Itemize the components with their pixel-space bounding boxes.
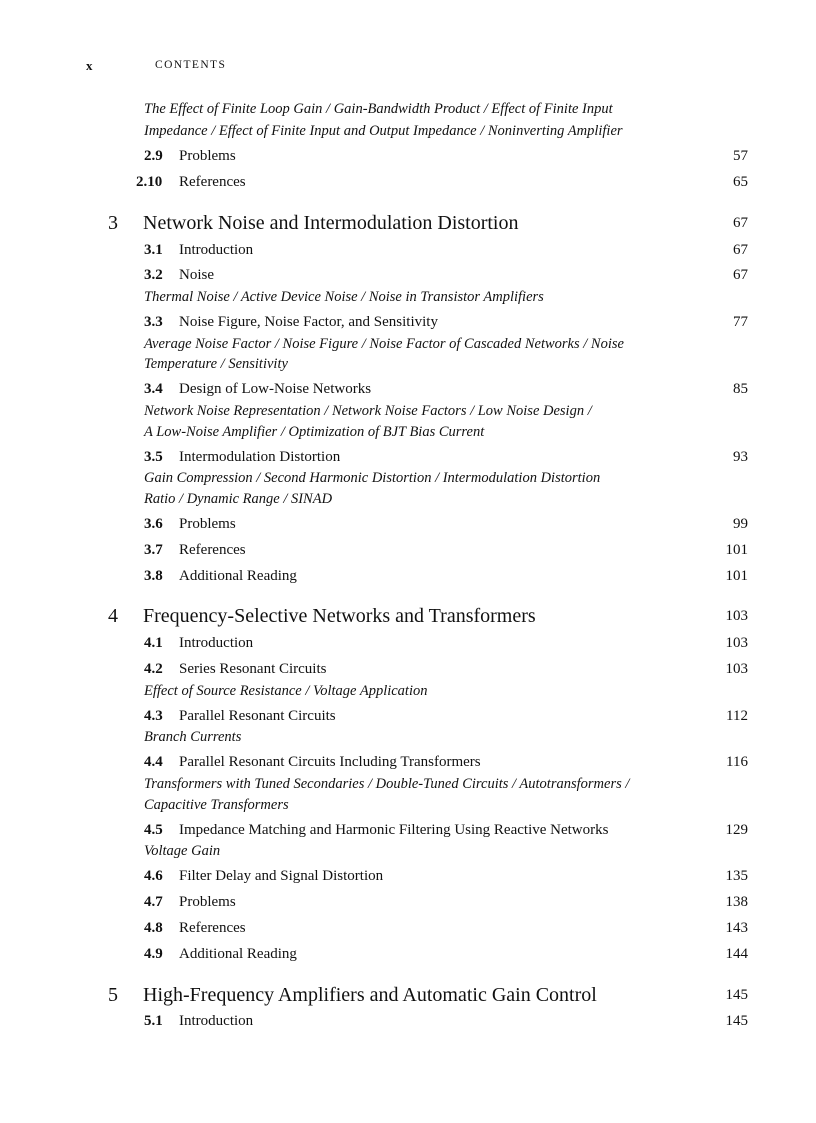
topic-line: Thermal Noise / Active Device Noise / Noise in Transistor Amplifiers xyxy=(144,289,544,305)
chapter-title: Network Noise and Intermodulation Distortion xyxy=(143,212,519,234)
page-reference: 138 xyxy=(725,894,748,910)
topic-line: Average Noise Factor / Noise Figure / Noise Factor of Cascaded Networks / Noise xyxy=(144,336,624,352)
section-number: 4.9 xyxy=(144,946,163,962)
section-number: 4.1 xyxy=(144,635,163,651)
topic-line: Branch Currents xyxy=(144,729,242,745)
section-title: References xyxy=(179,174,246,190)
section-title: Intermodulation Distortion xyxy=(179,449,341,465)
topic-line: Ratio / Dynamic Range / SINAD xyxy=(144,491,333,507)
page-number: x xyxy=(86,58,93,73)
section-number: 3.8 xyxy=(144,568,163,584)
page-reference: 77 xyxy=(733,314,748,330)
section-entry[interactable] xyxy=(144,822,748,839)
section-title: Introduction xyxy=(179,242,254,258)
section-number: 3.5 xyxy=(144,449,163,465)
page-reference: 143 xyxy=(725,920,748,936)
section-title: References xyxy=(179,542,246,558)
section-entry[interactable] xyxy=(144,1013,748,1030)
topic-line: Temperature / Sensitivity xyxy=(144,356,288,372)
page-reference: 93 xyxy=(733,449,748,465)
section-number: 4.7 xyxy=(144,894,163,910)
section-entry[interactable] xyxy=(144,946,748,963)
page-reference: 57 xyxy=(733,148,748,164)
page-reference: 129 xyxy=(725,822,748,838)
section-entry[interactable] xyxy=(144,516,748,533)
section-number: 4.4 xyxy=(144,754,163,770)
section-entry[interactable] xyxy=(144,242,748,259)
chapter-title: High-Frequency Amplifiers and Automatic Gain Control xyxy=(143,984,597,1006)
section-number: 3.7 xyxy=(144,542,163,558)
section-number: 4.2 xyxy=(144,661,163,677)
section-number: 3.3 xyxy=(144,314,163,330)
topic-line: Voltage Gain xyxy=(144,843,221,859)
page-reference: 101 xyxy=(725,568,748,584)
page-reference: 99 xyxy=(733,516,748,532)
section-title: Introduction xyxy=(179,1013,254,1029)
section-entry[interactable] xyxy=(144,568,748,585)
section-entry[interactable] xyxy=(144,148,748,165)
section-title: Noise xyxy=(179,267,214,283)
chapter-title: Frequency-Selective Networks and Transformers xyxy=(143,605,536,627)
topic-line: Gain Compression / Second Harmonic Distortion / Intermodulation Distortion xyxy=(144,470,601,486)
section-title: References xyxy=(179,920,246,936)
section-entry[interactable] xyxy=(144,635,748,652)
page-reference: 144 xyxy=(725,946,748,962)
page-reference: 67 xyxy=(733,215,748,231)
section-number: 4.6 xyxy=(144,868,163,884)
section-entry[interactable] xyxy=(144,868,748,885)
section-number: 3.4 xyxy=(144,381,163,397)
section-title: Introduction xyxy=(179,635,254,651)
section-title: Filter Delay and Signal Distortion xyxy=(179,868,384,884)
running-head: CONTENTS xyxy=(155,59,227,71)
section-number: 4.3 xyxy=(144,708,163,724)
section-title: Series Resonant Circuits xyxy=(179,661,327,677)
topic-line: Impedance / Effect of Finite Input and Output Impedance / Noninverting Amplifier xyxy=(144,123,623,139)
section-number: 2.10 xyxy=(136,174,163,190)
section-entry[interactable] xyxy=(144,661,748,678)
page-reference: 145 xyxy=(725,987,748,1003)
section-number: 3.6 xyxy=(144,516,163,532)
section-title: Problems xyxy=(179,148,236,164)
chapter-number: 4 xyxy=(108,605,118,627)
topic-line: Capacitive Transformers xyxy=(144,797,289,813)
topic-line: Network Noise Representation / Network Noise Factors / Low Noise Design / xyxy=(144,403,592,419)
page-reference: 101 xyxy=(725,542,748,558)
page-reference: 65 xyxy=(733,174,748,190)
section-title: Additional Reading xyxy=(179,946,297,962)
page-reference: 112 xyxy=(726,708,748,724)
topic-line: Effect of Source Resistance / Voltage Application xyxy=(144,683,428,699)
section-number: 4.8 xyxy=(144,920,163,936)
section-entry[interactable] xyxy=(144,894,748,911)
chapter-number: 3 xyxy=(108,212,118,234)
section-title: Problems xyxy=(179,516,236,532)
page-reference: 103 xyxy=(725,661,748,677)
page-reference: 67 xyxy=(733,242,748,258)
topic-line: Transformers with Tuned Secondaries / Double-Tuned Circuits / Autotransformers / xyxy=(144,776,630,792)
section-entry[interactable] xyxy=(144,267,748,284)
section-title: Design of Low-Noise Networks xyxy=(179,381,372,397)
section-number: 3.2 xyxy=(144,267,163,283)
section-number: 5.1 xyxy=(144,1013,163,1029)
section-title: Problems xyxy=(179,894,236,910)
page-reference: 85 xyxy=(733,381,748,397)
page-reference: 67 xyxy=(733,267,748,283)
section-number: 2.9 xyxy=(144,148,163,164)
section-entry[interactable] xyxy=(144,542,748,559)
topic-line: A Low-Noise Amplifier / Optimization of BJT Bias Current xyxy=(144,424,485,440)
section-number: 3.1 xyxy=(144,242,163,258)
page-reference: 145 xyxy=(725,1013,748,1029)
chapter-number: 5 xyxy=(108,984,118,1006)
page-reference: 116 xyxy=(726,754,748,770)
section-title: Noise Figure, Noise Factor, and Sensitivity xyxy=(179,314,438,330)
section-entry[interactable] xyxy=(136,174,748,191)
page-reference: 103 xyxy=(725,635,748,651)
section-number: 4.5 xyxy=(144,822,163,838)
section-entry[interactable] xyxy=(144,920,748,937)
page-reference: 135 xyxy=(725,868,748,884)
section-entry[interactable] xyxy=(144,754,748,771)
page-reference: 103 xyxy=(725,608,748,624)
section-title: Parallel Resonant Circuits Including Transformers xyxy=(179,754,481,770)
section-title: Additional Reading xyxy=(179,568,297,584)
section-title: Impedance Matching and Harmonic Filtering Using Reactive Networks xyxy=(179,822,609,838)
section-entry[interactable] xyxy=(144,314,748,331)
section-title: Parallel Resonant Circuits xyxy=(179,708,336,724)
topic-line: The Effect of Finite Loop Gain / Gain-Bandwidth Product / Effect of Finite Input xyxy=(144,101,613,117)
section-entry[interactable] xyxy=(144,449,748,466)
section-entry[interactable] xyxy=(144,381,748,398)
section-entry[interactable] xyxy=(144,708,748,725)
